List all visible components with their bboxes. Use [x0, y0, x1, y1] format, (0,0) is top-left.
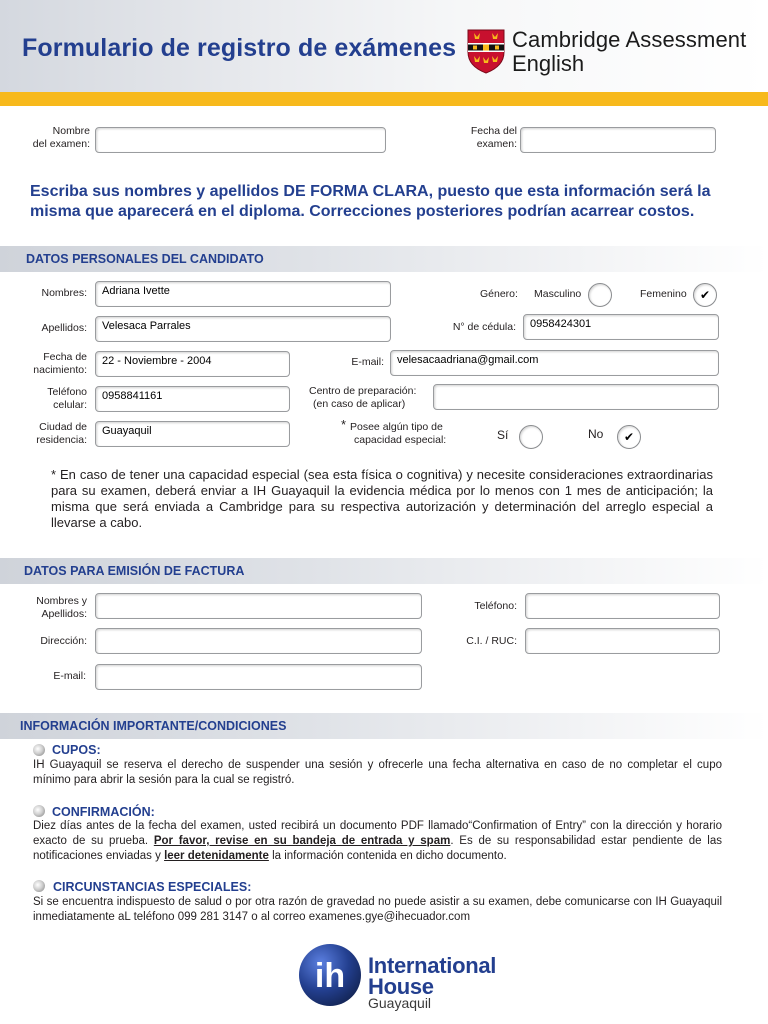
- confirmacion-text: Diez días antes de la fecha del examen, usted recibirá un documento PDF llamado“Confirmation of Entry” con la dirección y horario exacto de su prueba. Por favor, revise en su bandeja de entrada y spam. Es de su responsabilidad estar pendiente de las notificaciones enviadas y leer detenidamente la información contenida en dicho documento.: [33, 820, 723, 862]
- svg-text:ih: ih: [314, 957, 346, 995]
- email-label: E-mail:: [351, 356, 384, 368]
- cedula-field[interactable]: 0958424301: [523, 314, 719, 340]
- mobile-phone-field[interactable]: 0958841161: [95, 386, 290, 412]
- si-label: Sí: [497, 428, 509, 442]
- si-radio[interactable]: [519, 425, 543, 449]
- cupos-text: IH Guayaquil se reserva el derecho de suspender una sesión y ofrecerle una fecha alternativa en caso de no completar el cupo mínimo para abrir la sesión para la cual se registró.: [33, 759, 722, 786]
- billing-phone-field[interactable]: [525, 593, 720, 619]
- check-spam-emphasis: Por favor, revise en su bandeja de entrada y spam: [153, 835, 451, 847]
- section-important-info: [0, 713, 768, 739]
- femenino-label: Femenino: [640, 288, 687, 300]
- header-accent-bar: [0, 92, 768, 106]
- bullet-icon: [33, 744, 45, 756]
- page-title: Formulario de registro de exámenes: [22, 34, 457, 62]
- nombres-label: Nombres:: [41, 287, 87, 299]
- exam-date-label: Fecha del examen:: [470, 125, 517, 150]
- ih-city: Guayaquil: [368, 995, 432, 1011]
- no-radio[interactable]: ✔: [617, 425, 641, 449]
- femenino-radio[interactable]: ✔: [693, 283, 717, 307]
- ih-name-line1: International: [368, 953, 497, 978]
- read-carefully-emphasis: leer detenidamente: [164, 850, 269, 862]
- ih-name-line2: House: [368, 974, 434, 999]
- apellidos-label: Apellidos:: [41, 322, 87, 334]
- circunstancias-heading: CIRCUNSTANCIAS ESPECIALES:: [53, 880, 252, 894]
- no-label: No: [588, 427, 604, 441]
- exam-date-field[interactable]: [520, 127, 716, 153]
- bullet-icon: [33, 805, 45, 817]
- masculino-label: Masculino: [534, 288, 582, 300]
- section-title: DATOS PARA EMISIÓN DE FACTURA: [24, 564, 245, 578]
- section-billing: [0, 558, 768, 584]
- exam-name-label: Nombre del examen:: [32, 125, 90, 150]
- billing-email-label: E-mail:: [53, 670, 86, 682]
- prep-center-field[interactable]: [433, 384, 719, 410]
- billing-address-field[interactable]: [95, 628, 422, 654]
- international-house-logo-icon: [298, 943, 362, 1007]
- asterisk-mark: *: [341, 417, 347, 432]
- circunstancias-text: Si se encuentra indispuesto de salud o por otra razón de gravedad no puede asistir a su examen, debe comunicarse con IH Guayaquil inmediatamente aL teléfono 099 281 3147 o al correo examenes.gye@ihecuador.com: [33, 896, 722, 923]
- city-label: Ciudad de residencia:: [36, 421, 87, 446]
- billing-ruc-label: C.I. / RUC:: [466, 635, 517, 647]
- prep-center-label: Centro de preparación: (en caso de aplicar): [309, 385, 417, 410]
- apellidos-field[interactable]: Velesaca Parrales: [95, 316, 391, 342]
- section-title: INFORMACIÓN IMPORTANTE/CONDICIONES: [20, 719, 287, 733]
- brand-name-line2: English: [512, 51, 585, 76]
- exam-name-field[interactable]: [95, 127, 386, 153]
- billing-phone-label: Teléfono:: [474, 600, 517, 612]
- masculino-radio[interactable]: [588, 283, 612, 307]
- city-field[interactable]: Guayaquil: [95, 421, 290, 447]
- confirmacion-heading: CONFIRMACIÓN:: [52, 805, 155, 819]
- cedula-label: N° de cédula:: [452, 321, 516, 333]
- brand-name-line1: Cambridge Assessment: [512, 27, 747, 52]
- email-field[interactable]: velesacaadriana@gmail.com: [390, 350, 719, 376]
- header-banner: [0, 0, 768, 92]
- bullet-icon: [33, 880, 45, 892]
- billing-ruc-field[interactable]: [525, 628, 720, 654]
- cupos-heading: CUPOS:: [52, 743, 101, 757]
- birthdate-field[interactable]: 22 - Noviembre - 2004: [95, 351, 290, 377]
- section-title: DATOS PERSONALES DEL CANDIDATO: [26, 252, 264, 266]
- nombres-field[interactable]: Adriana Ivette: [95, 281, 391, 307]
- billing-address-label: Dirección:: [40, 635, 87, 647]
- cambridge-shield-icon: [466, 28, 506, 74]
- birthdate-label: Fecha de nacimiento:: [33, 351, 87, 376]
- gender-label: Género:: [480, 288, 518, 300]
- mobile-phone-label: Teléfono celular:: [47, 386, 87, 411]
- section-personal-data: [0, 246, 768, 272]
- special-needs-note: * En caso de tener una capacidad especial (sea esta física o cognitiva) y necesite consideraciones extraordinarias para su examen, deberá enviar a IH Guayaquil la evidencia médica por lo menos con 1 mes de anticipación; la misma que será enviada a Cambridge para su respectiva autorización y determinación del arreglo especial a llevarse a cabo.: [51, 467, 713, 530]
- billing-email-field[interactable]: [95, 664, 422, 690]
- clear-writing-notice: Escriba sus nombres y apellidos DE FORMA CLARA, puesto que esta información será la misma que aparecerá en el diploma. Correcciones posteriores podrían acarrear costos.: [30, 183, 711, 220]
- billing-name-field[interactable]: [95, 593, 422, 619]
- billing-name-label: Nombres y Apellidos:: [36, 595, 87, 620]
- special-needs-label: Posee algún tipo de capacidad especial:: [350, 421, 447, 446]
